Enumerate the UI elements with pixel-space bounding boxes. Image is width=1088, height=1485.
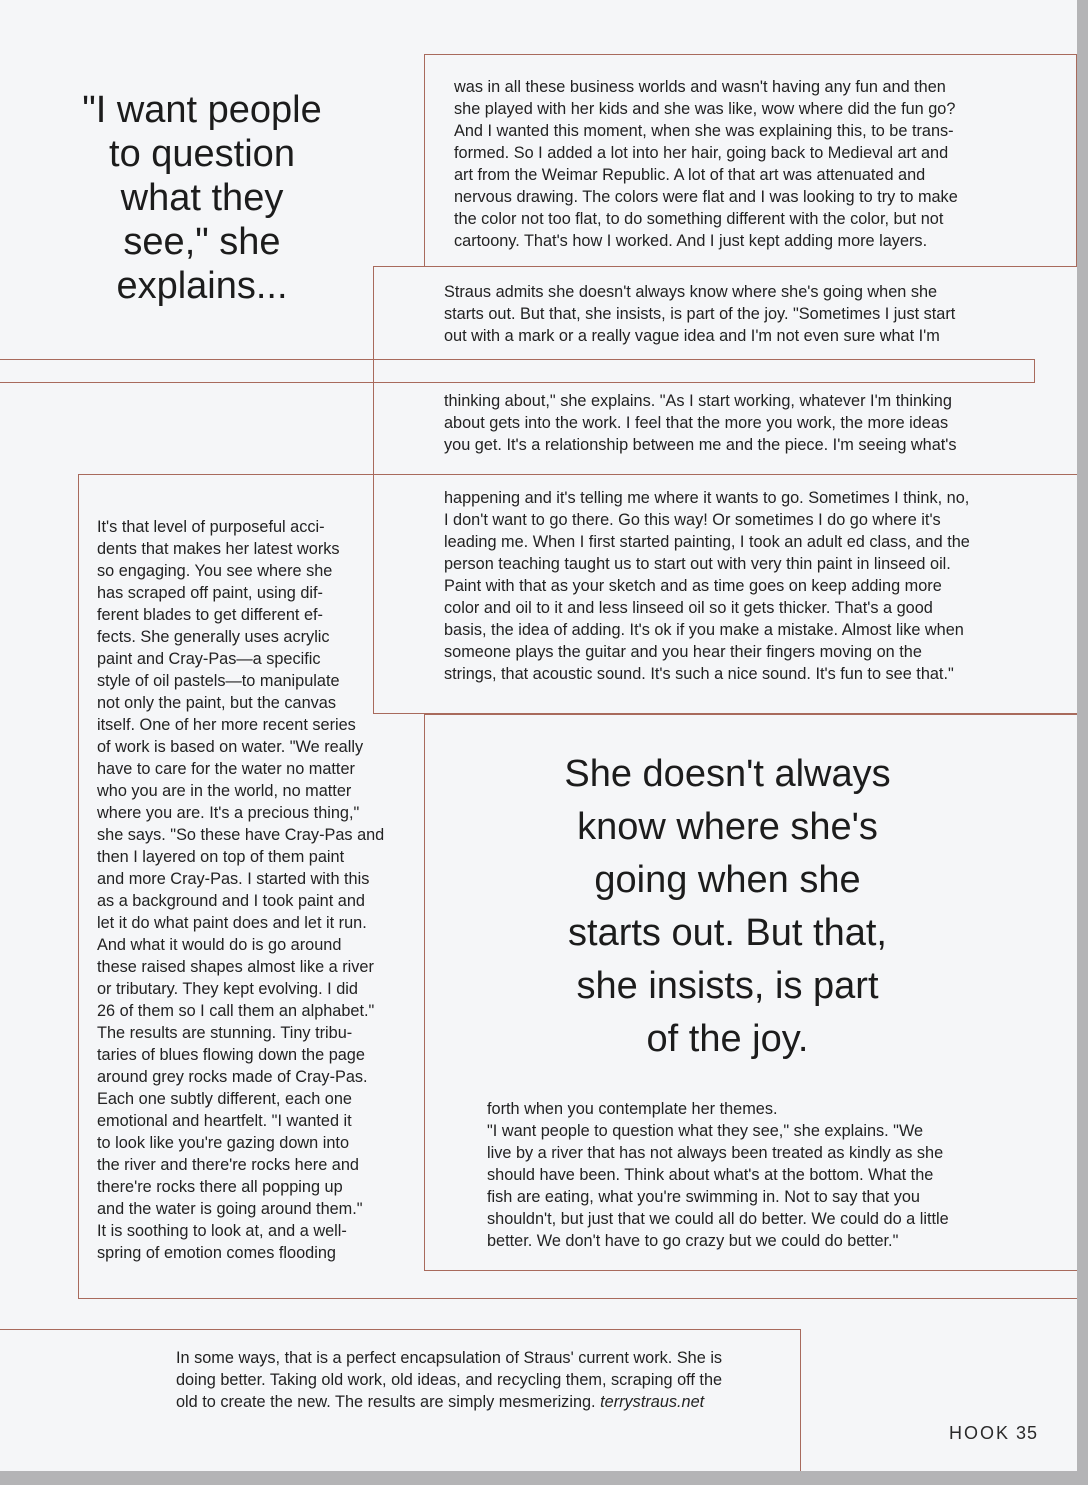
paragraph-thinking: thinking about," she explains. "As I start working, whatever I'm thinking about gets into the work. I feel that the more you work, the more ideas you get. It's a relationship between me and the piece. I'm seeing what's: [444, 392, 957, 454]
pull-quote-top: "I want people to question what they see," she explains...: [82, 89, 322, 307]
paragraph-bottom-text: In some ways, that is a perfect encapsulation of Straus' current work. She is doing better. Taking old work, old ideas, and recycling them, scraping off the old to create the new. The results are simply mesmerizing.: [176, 1349, 723, 1411]
paragraph-left-column: It's that level of purposeful acci- dents that makes her latest works so engaging. You see where she has scraped off paint, using dif- ferent blades to get different ef- fects. She generally uses acrylic paint and Cray-Pas—a specific style of oil pastels—to manipulate not only the paint, but the canvas itself. One of her more recent series of work is based on water. "We really have to care for the water no matter who you are in the world, no matter where you are. It's a precious thing," she says. "So these have Cray-Pas and then I layered on top of them paint and more Cray-Pas. I started with this as a background and I took paint and let it do what paint does and let it run. And what it would do is go around these raised shapes almost like a river or tributary. They kept evolving. I did 26 of them so I call them an alphabet." The results are stunning. Tiny tribu- taries of blues flowing down the page around grey rocks made of Cray-Pas. Each one subtly different, each one emotional and heartfelt. "I wanted it to look like you're gazing down into the river and there're rocks here and there're rocks there all popping up and the water is going around them." It is soothing to look at, and a well- spring of emotion comes flooding: [97, 518, 385, 1262]
page-edge-right: [1077, 0, 1088, 1485]
pull-quote-bottom: She doesn't always know where she's going when she starts out. But that, she insists, is part of the joy.: [564, 753, 891, 1060]
paragraph-forth: forth when you contemplate her themes. "I want people to question what they see," she explains. "We live by a river that has not always been treated as kindly as she should have been. Think about what's at the bottom. What the fish are eating, what you're swimming in. Not to say that you shouldn't, but just that we could all do better. We could do a little better. We don't have to go crazy but we could do better.": [487, 1100, 949, 1250]
paragraph-bottom: [176, 1347, 786, 1413]
page-number: 35: [1015, 1423, 1038, 1443]
page-footer: [949, 1423, 1038, 1444]
paragraph-straus: Straus admits she doesn't always know where she's going when she starts out. But that, she insists, is part of the joy. "Sometimes I just start out with a mark or a really vague idea and I'm not even sure what I'm: [444, 283, 956, 345]
page-edge-bottom: [0, 1471, 1088, 1485]
paragraph-happening: happening and it's telling me where it wants to go. Sometimes I think, no, I don't want to go there. Go this way! Or sometimes I do go where it's leading me. When I first started painting, I took an adult ed class, and the person teaching taught us to start out with very thin paint in linseed oil. Paint with that as your sketch and as time goes on keep adding more color and oil to it and less linseed oil so it gets thicker. That's a good basis, the idea of adding. It's ok if you make a mistake. Almost like when someone plays the guitar and you hear their fingers moving on the strings, that acoustic sound. It's such a nice sound. It's fun to see that.": [444, 489, 970, 683]
magazine-name: HOOK: [948, 1423, 1010, 1443]
website-link[interactable]: terrystraus.net: [600, 1393, 705, 1411]
paragraph-top-right: was in all these business worlds and wasn't having any fun and then she played with her kids and she was like, wow where did the fun go? And I wanted this moment, when she was explaining this, to be trans- formed. So I added a lot into her hair, going back to Medieval art and art from the Weimar Republic. A lot of that art was attenuated and nervous drawing. The colors were flat and I was looking to try to make the color not too flat, to do something different with the color, but not cartoony. That's how I worked. And I just kept adding more layers.: [454, 78, 958, 250]
